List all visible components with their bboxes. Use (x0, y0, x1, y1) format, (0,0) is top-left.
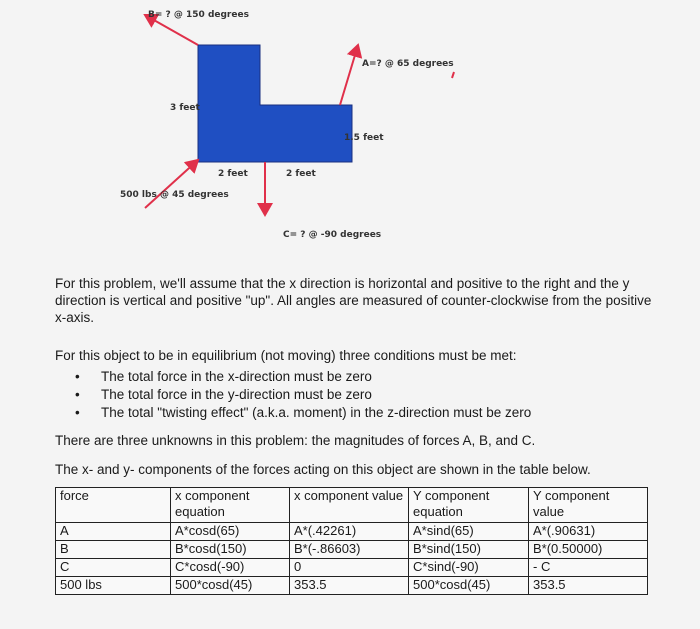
table-cell: A*cosd(65) (171, 523, 290, 541)
conditions-list (75, 368, 531, 422)
pen-mark (452, 72, 454, 78)
header-force: force (56, 488, 171, 523)
table-cell: A*sind(65) (409, 523, 529, 541)
table-row (56, 541, 648, 559)
table-cell: A*(.90631) (529, 523, 648, 541)
table-row (56, 577, 648, 595)
table-cell: B (56, 541, 171, 559)
table-cell: 353.5 (290, 577, 409, 595)
header-x-value: x component value (290, 488, 409, 523)
force-components-table (55, 487, 648, 595)
equilibrium-intro: For this object to be in equilibrium (not moving) three conditions must be met: (55, 348, 517, 363)
unknowns-paragraph: There are three unknowns in this problem: the magnitudes of forces A, B, and C. (55, 433, 536, 448)
l-shaped-object (198, 45, 352, 162)
intro-paragraph: For this problem, we'll assume that the x direction is horizontal and positive to the right and the y direction is vertical and positive "up". All angles are measured of counter-clockwise from the positive x-axis. (55, 276, 652, 325)
header-x-equation: x component equation (171, 488, 290, 523)
label-force-c: C= ? @ -90 degrees (283, 230, 382, 240)
label-force-b: B= ? @ 150 degrees (148, 10, 249, 20)
label-500-lbs: 500 lbs @ 45 degrees (120, 190, 229, 200)
condition-item: • The total force in the y-direction must be zero (75, 386, 531, 404)
label-2-feet-right: 2 feet (286, 169, 316, 179)
table-cell: B*cosd(150) (171, 541, 290, 559)
header-y-value: Y component value (529, 488, 648, 523)
header-y-equation: Y component equation (409, 488, 529, 523)
label-1-5-feet: 1.5 feet (344, 133, 384, 143)
table-row (56, 523, 648, 541)
table-cell: C*sind(-90) (409, 559, 529, 577)
table-cell: 500*cosd(45) (409, 577, 529, 595)
table-cell: 500*cosd(45) (171, 577, 290, 595)
force-500-arrow (145, 160, 198, 208)
table-cell: 0 (290, 559, 409, 577)
table-cell: A (56, 523, 171, 541)
label-3-feet: 3 feet (170, 103, 200, 113)
table-cell: 353.5 (529, 577, 648, 595)
table-cell: B*(0.50000) (529, 541, 648, 559)
table-cell: - C (529, 559, 648, 577)
condition-item: • The total "twisting effect" (a.k.a. moment) in the z-direction must be zero (75, 404, 531, 422)
table-intro: The x- and y- components of the forces acting on this object are shown in the table below. (55, 462, 591, 477)
table-cell: A*(.42261) (290, 523, 409, 541)
label-force-a: A=? @ 65 degrees (362, 59, 454, 69)
force-a-arrow (340, 45, 358, 105)
table-header-row (56, 488, 648, 523)
table-cell: 500 lbs (56, 577, 171, 595)
label-2-feet-left: 2 feet (218, 169, 248, 179)
table-cell: C*cosd(-90) (171, 559, 290, 577)
force-diagram (0, 0, 700, 260)
condition-item: • The total force in the x-direction must be zero (75, 368, 531, 386)
table-cell: B*sind(150) (409, 541, 529, 559)
table-row (56, 559, 648, 577)
table-cell: B*(-.86603) (290, 541, 409, 559)
table-cell: C (56, 559, 171, 577)
